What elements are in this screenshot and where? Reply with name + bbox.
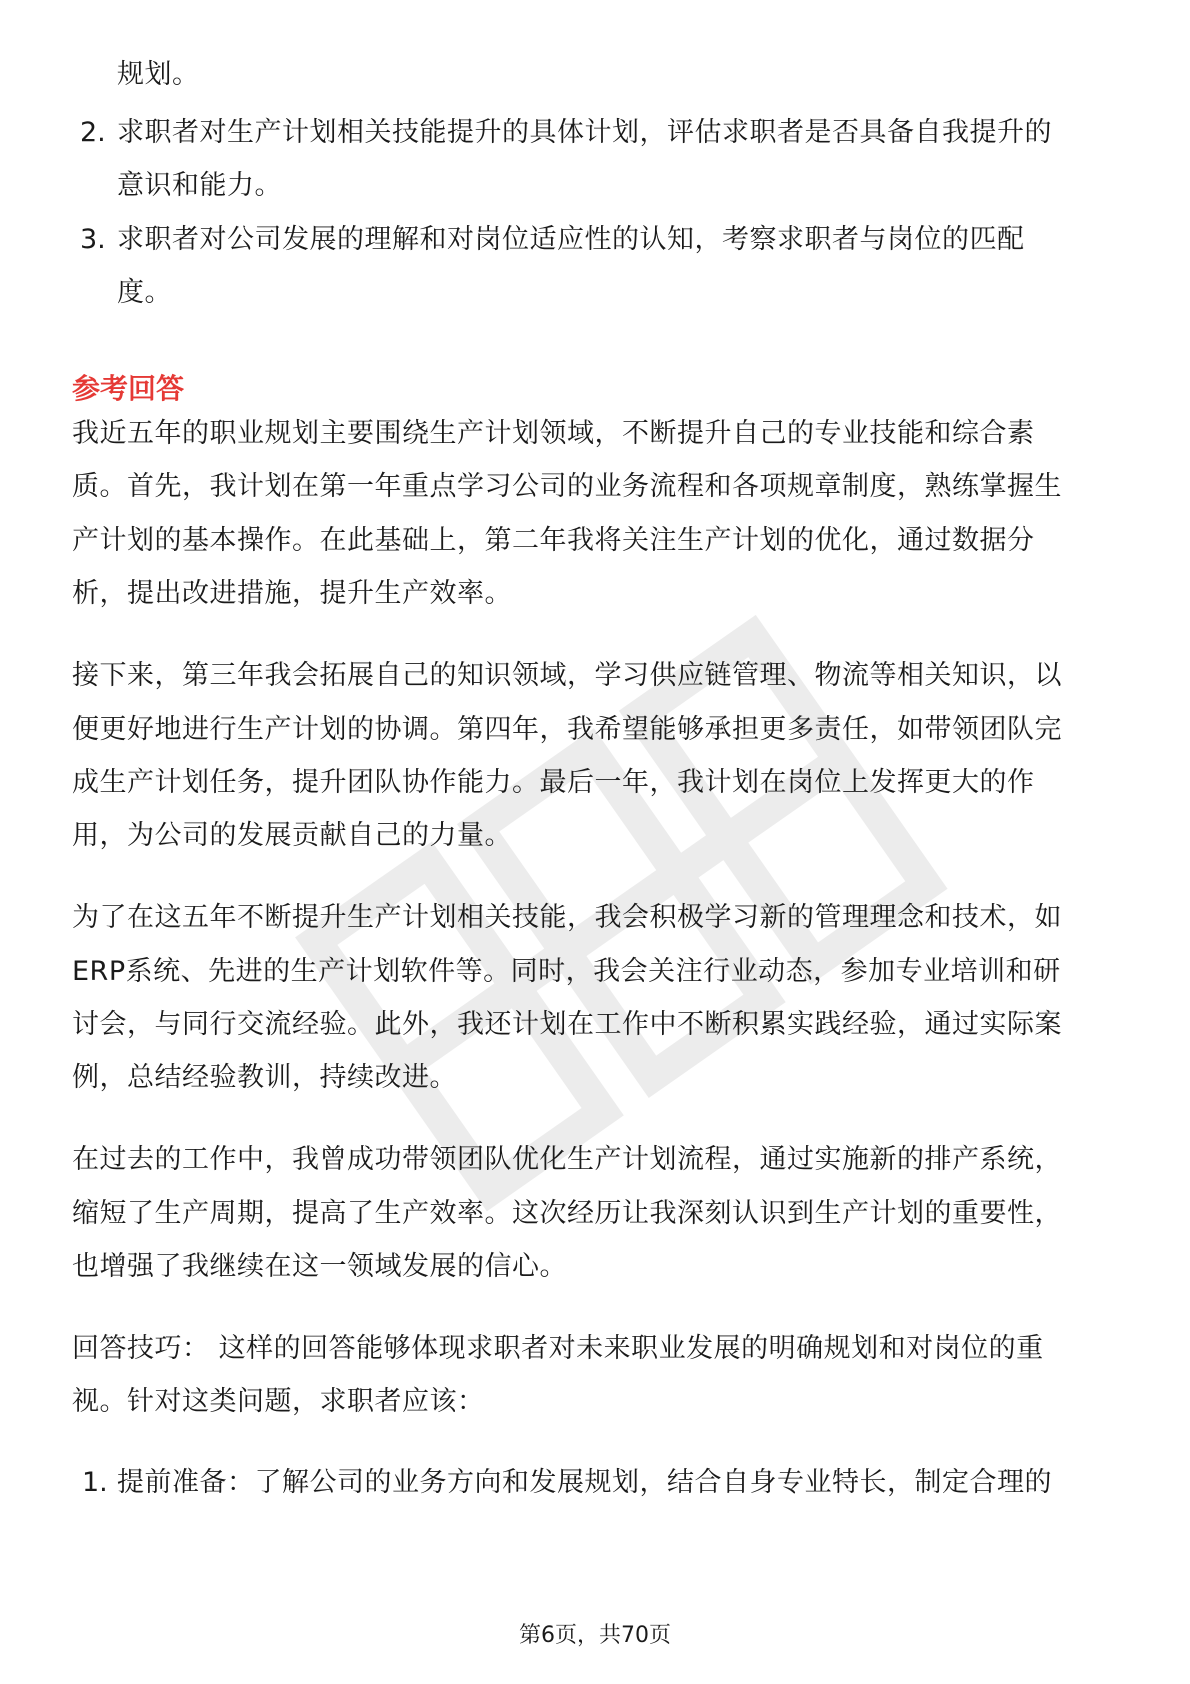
paragraph-line: 为了在这五年不断提升生产计划相关技能，我会积极学习新的管理理念和技术，如: [72, 902, 1062, 933]
paragraph-line: 成生产计划任务，提升团队协作能力。最后一年，我计划在岗位上发挥更大的作: [72, 767, 1035, 798]
paragraph-line: 也增强了我继续在这一领域发展的信心。: [72, 1251, 567, 1282]
paragraph-line: 视。针对这类问题，求职者应该：: [72, 1386, 485, 1417]
section-heading: 参考回答: [72, 372, 185, 405]
paragraph-line: 我近五年的职业规划主要围绕生产计划领域，不断提升自己的专业技能和综合素: [72, 418, 1035, 449]
paragraph-line: 便更好地进行生产计划的协调。第四年，我希望能够承担更多责任，如带领团队完: [72, 714, 1062, 745]
list-item-text: 提前准备：了解公司的业务方向和发展规划，结合自身专业特长，制定合理的: [117, 1467, 1052, 1498]
list-item-text: 度。: [117, 277, 172, 308]
paragraph-line: 质。首先，我计划在第一年重点学习公司的业务流程和各项规章制度，熟练掌握生: [72, 471, 1062, 502]
paragraph-line: 回答技巧： 这样的回答能够体现求职者对未来职业发展的明确规划和对岗位的重: [72, 1333, 1044, 1364]
paragraph-line: 例，总结经验教训，持续改进。: [72, 1062, 457, 1093]
paragraph-line: 在过去的工作中，我曾成功带领团队优化生产计划流程，通过实施新的排产系统，: [72, 1144, 1062, 1175]
paragraph-line: ERP系统、先进的生产计划软件等。同时，我会关注行业动态，参加专业培训和研: [72, 956, 1061, 987]
list-item-text: 规划。: [117, 59, 200, 90]
paragraph-line: 用，为公司的发展贡献自己的力量。: [72, 820, 512, 851]
page-number-footer: 第6页，共70页: [519, 1623, 671, 1648]
list-item-number: 1.: [82, 1467, 108, 1498]
list-item-text: 求职者对公司发展的理解和对岗位适应性的认知，考察求职者与岗位的匹配: [117, 224, 1025, 255]
list-item-text: 意识和能力。: [117, 170, 282, 201]
paragraph-line: 产计划的基本操作。在此基础上，第二年我将关注生产计划的优化，通过数据分: [72, 525, 1035, 556]
paragraph-line: 析，提出改进措施，提升生产效率。: [72, 578, 512, 609]
paragraph-line: 缩短了生产周期，提高了生产效率。这次经历让我深刻认识到生产计划的重要性，: [72, 1198, 1062, 1229]
paragraph-line: 讨会，与同行交流经验。此外，我还计划在工作中不断积累实践经验，通过实际案: [72, 1009, 1062, 1040]
list-item-number: 3.: [80, 224, 106, 255]
list-item-text: 求职者对生产计划相关技能提升的具体计划，评估求职者是否具备自我提升的: [117, 117, 1052, 148]
paragraph-line: 接下来，第三年我会拓展自己的知识领域，学习供应链管理、物流等相关知识，以: [72, 660, 1062, 691]
list-item-number: 2.: [80, 117, 106, 148]
